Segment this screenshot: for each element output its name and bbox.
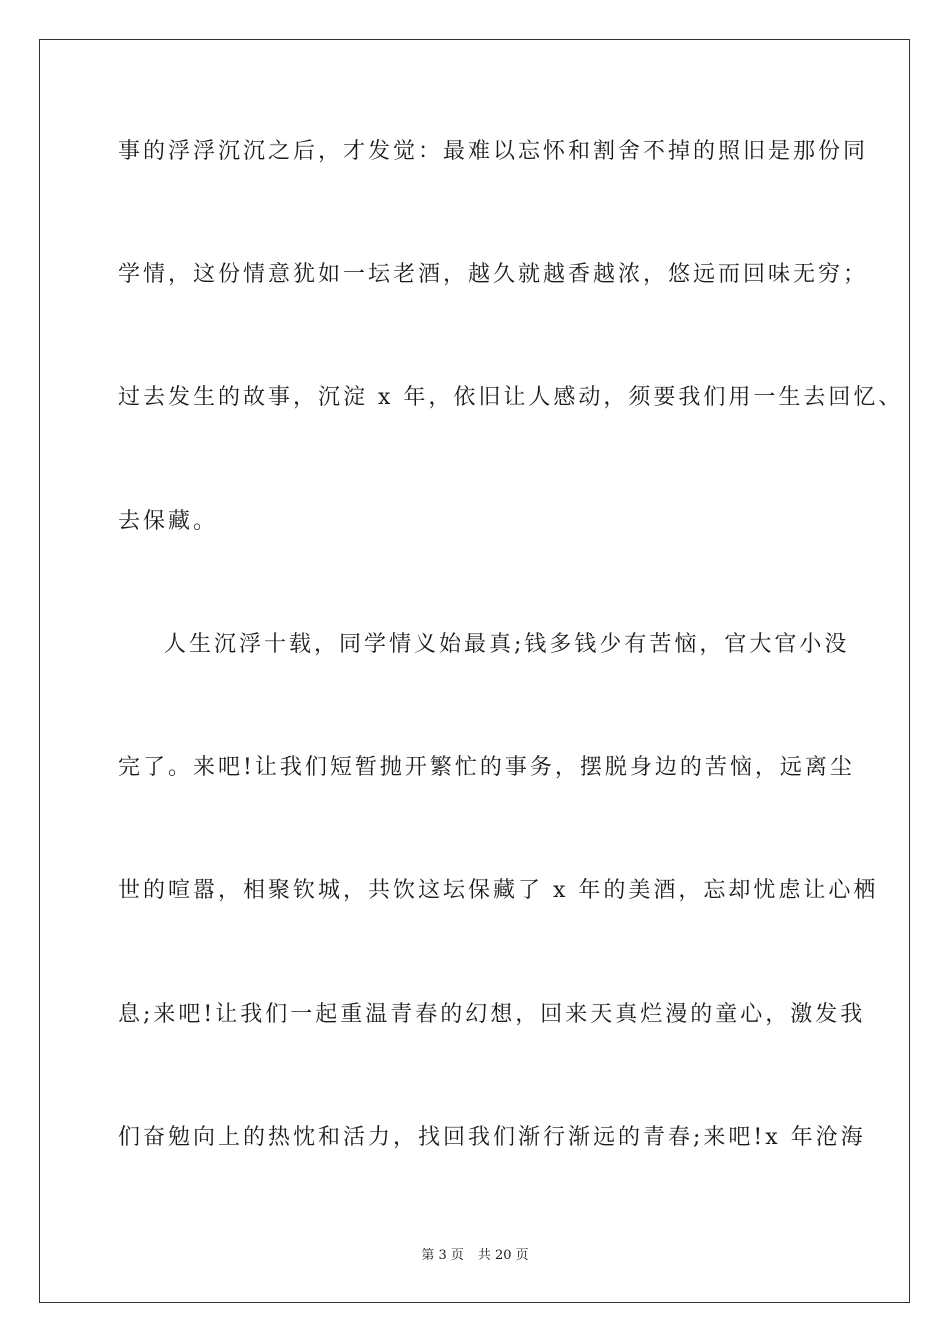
text-line: 事的浮浮沉沉之后，才发觉：最难以忘怀和割舍不掉的照旧是那份同 (118, 139, 869, 164)
text-line: 过去发生的故事，沉淀 x 年，依旧让人感动，须要我们用一生去回忆、 (118, 385, 904, 410)
page-total: 共 20 页 (477, 1248, 529, 1263)
text-line: 学情，这份情意犹如一坛老酒，越久就越香越浓，悠远而回味无穷； (118, 262, 869, 287)
text-line: 去保藏。 (118, 509, 219, 534)
paragraph-first-line: 人生沉浮十载，同学情义始最真;钱多钱少有苦恼，官大官小没 (164, 632, 850, 657)
text-line: 们奋勉向上的热忱和活力，找回我们渐行渐远的青春;来吧!x 年沧海 (118, 1125, 866, 1150)
text-line: 完了。来吧!让我们短暂抛开繁忙的事务，摆脱身边的苦恼，远离尘 (118, 755, 855, 780)
page-footer (0, 1247, 950, 1265)
text-line: 息;来吧!让我们一起重温青春的幻想，回来天真烂漫的童心，激发我 (118, 1002, 866, 1027)
page-number: 第 3 页 (421, 1248, 464, 1263)
text-line: 世的喧嚣，相聚钦城，共饮这坛保藏了 x 年的美酒，忘却忧虑让心栖 (118, 878, 879, 903)
page-border (39, 39, 910, 1303)
